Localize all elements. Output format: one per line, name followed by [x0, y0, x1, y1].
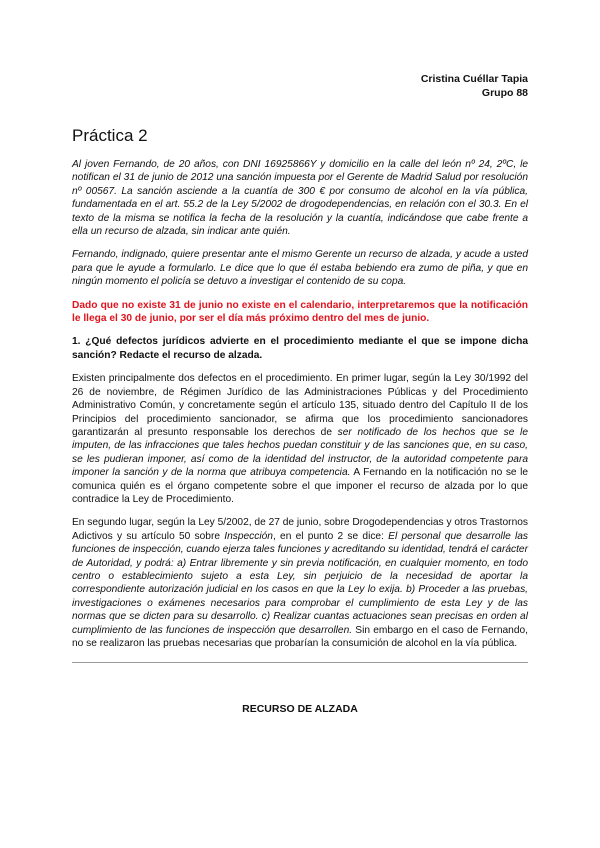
answer-2-article-title: Inspección	[224, 530, 273, 542]
section-heading: RECURSO DE ALZADA	[242, 703, 358, 716]
answer-1-text-c: A Fernando en la notificación no se le comunica quién es el órgano competente sobre el que imponer el recurso de alzada por lo que contradice la Ley de Procedimiento.	[72, 467, 529, 505]
section-divider	[72, 662, 528, 663]
page-title: Práctica 2	[72, 126, 148, 145]
answer-1-quote: ser notificado de los hechos que se le imputen, de las infracciones que tales hechos puedan constituir y de las sanciones que, en su caso, se les pudieran imponer, así como de la identidad del instructor, de la autoridad competente para imponer la sanción y de la norma que atribuya competencia.	[72, 426, 528, 479]
author-name: Cristina Cuéllar Tapia	[420, 73, 528, 85]
clarification-note: Dado que no existe 31 de junio no existe en el calendario, interpretaremos que la notificación le llega el 30 de junio, por ser el día más próximo dentro del mes de junio.	[72, 299, 528, 325]
case-paragraph-1: Al joven Fernando, de 20 años, con DNI 16925866Y y domicilio en la calle del león nº 24, 2ºC, le notifican el 31 de junio de 2012 una sanción impuesta por el Gerente de Madrid Salud por resolución nº 00567. La sanción asciende a la cuantía de 300 € por consumo de alcohol en la vía pública, fundamentada en el art. 55.2 de la Ley 5/2002 de drogodependencias, en relación con el 30.3. En el texto de la misma se notifica la fecha de la resolución y la cuantía, indicándose que cabe frente a ella un recurso de alzada, sin indicar ante quién.	[72, 159, 528, 238]
answer-2-quote: El personal que desarrolle las funciones de inspección, cuando ejerza tales funciones y acreditando su identidad, tendrá el carácter de Autoridad, y podrá: a) Entrar libremente y sin previa notificación, en cualquier momento, en todo centro o establecimiento sujeto a esta Ley, sin perjuicio de la necesidad de aportar la correspondiente autorización judicial en los casos en que la Ley lo exija. b) Proceder a las pruebas, investigaciones o exámenes necesarios para comprobar el cumplimiento de esta Ley y de las normas que se dicten para su desarrollo. c) Realizar cuantas actuaciones sean precisas en orden al cumplimiento de las funciones de inspección que desarrollen.	[72, 530, 529, 636]
answer-2-text-a: En segundo lugar, según la Ley 5/2002, de 27 de junio, sobre Drogodependencias y otros Trastornos Adictivos y su artículo 50 sobre	[72, 517, 528, 542]
answer-1-text-a: Existen principalmente dos defectos en el procedimiento. En primer lugar, según la Ley 30/1992 del 26 de noviembre, de Régimen Jurídico de las Administraciones Públicas y del Procedimiento Administrativo Común, y concretamente según el artículo 135, situado dentro del Capítulo II de los Principios del procedimiento sancionador, se afirma que los procedimiento sancionadores garantizarán al presunto responsable los derechos de	[72, 373, 528, 438]
question-1: 1. ¿Qué defectos jurídicos advierte en el procedimiento mediante el que se impone dicha sanción? Redacte el recurso de alzada.	[72, 336, 528, 361]
answer-2-text-c: , en el punto 2 se dice:	[272, 530, 389, 542]
answer-paragraph-2	[72, 516, 528, 650]
answer-paragraph-1	[72, 372, 528, 506]
group-label: Grupo 88	[481, 87, 528, 99]
document-header	[72, 72, 528, 100]
answer-2-text-e: Sin embargo en el caso de Fernando, no se realizaron las pruebas necesarias que probarían la consumición de alcohol en la vía pública.	[72, 624, 528, 649]
case-paragraph-2: Fernando, indignado, quiere presentar ante el mismo Gerente un recurso de alzada, y acude a usted para que le ayude a formularlo. Le dice que lo que él estaba bebiendo era zumo de piña, y que en ningún momento el policía se detuvo a investigar el contenido de su copa.	[72, 249, 528, 288]
